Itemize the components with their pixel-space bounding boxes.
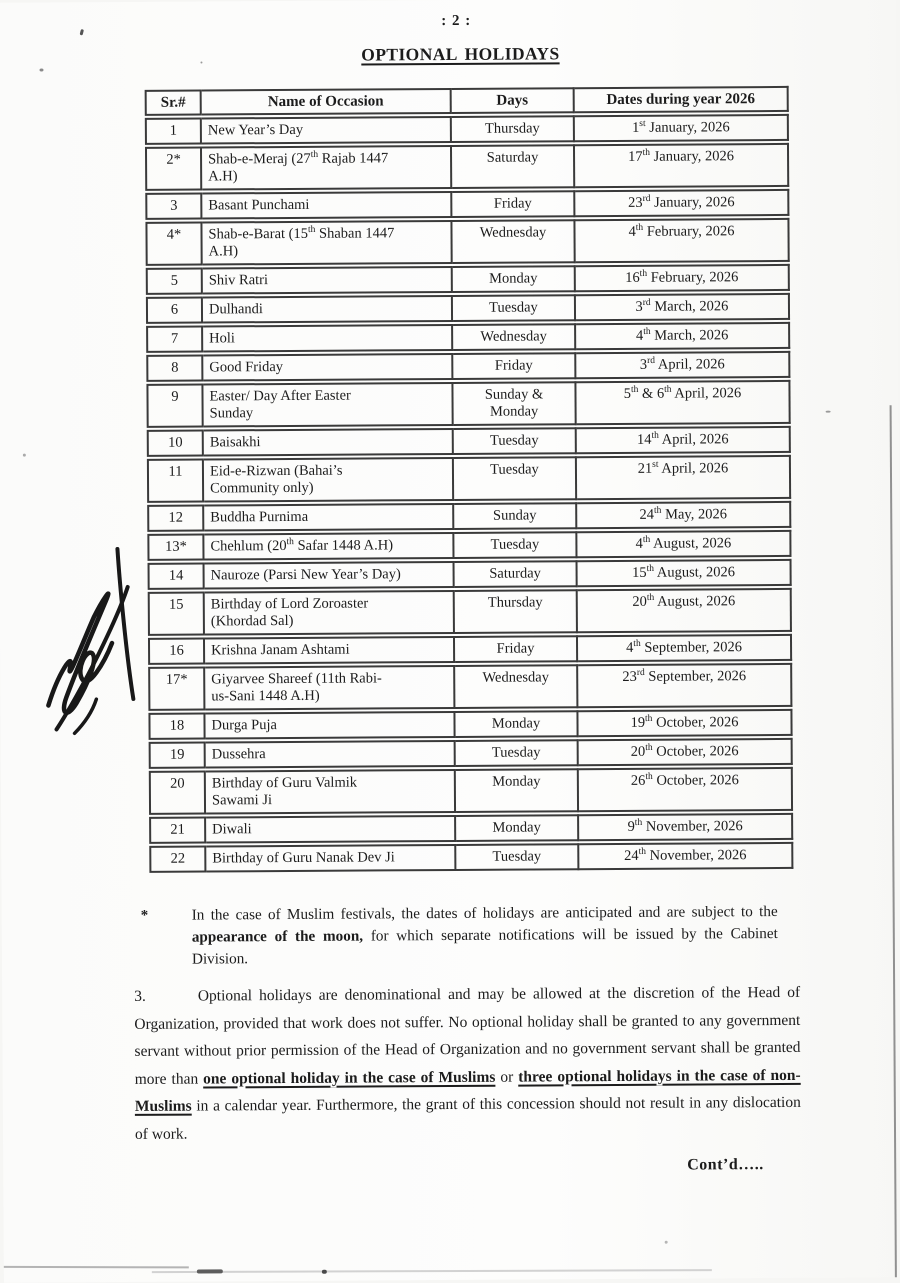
- date-cell: 4th March, 2026: [576, 322, 790, 350]
- table-row: [149, 738, 793, 769]
- sr-cell: 5: [146, 268, 203, 295]
- date-cell: 17th January, 2026: [575, 143, 789, 188]
- sr-cell: 9: [146, 384, 203, 428]
- sr-cell: 1: [145, 118, 202, 145]
- sr-cell: 8: [146, 355, 203, 382]
- table-row: [148, 663, 792, 711]
- days-cell: Monday: [456, 768, 579, 813]
- scan-speck: [826, 411, 831, 413]
- occasion-cell: Diwali: [206, 815, 456, 844]
- table-row: [146, 380, 790, 428]
- sr-cell: 7: [146, 326, 203, 353]
- date-cell: 23rd January, 2026: [575, 189, 789, 217]
- table-row: [148, 634, 792, 665]
- days-cell: Tuesday: [454, 531, 577, 559]
- occasion-cell: Shab-e-Barat (15th Shaban 1447 A.H): [202, 220, 452, 266]
- date-cell: 4th September, 2026: [578, 634, 792, 662]
- footnote-text: In the case of Muslim festivals, the dates of holidays are anticipated and are subject to the appearance of the moon, for which separate notifications will be issued by the Cabinet Division.: [192, 901, 778, 971]
- table-row: [148, 588, 792, 636]
- days-cell: Tuesday: [454, 427, 577, 455]
- days-cell: Monday: [453, 265, 576, 293]
- sr-cell: 3: [145, 193, 202, 220]
- days-cell: Tuesday: [456, 739, 579, 767]
- date-cell: 3rd March, 2026: [576, 293, 790, 321]
- sr-cell: 16: [148, 637, 205, 664]
- sr-cell: 6: [146, 297, 203, 324]
- date-cell: 5th & 6th April, 2026: [576, 380, 790, 425]
- date-cell: 4th August, 2026: [577, 530, 791, 558]
- scan-speck: [23, 454, 26, 457]
- days-cell: Saturday: [455, 560, 578, 588]
- table-row: [147, 501, 791, 532]
- occasion-cell: Baisakhi: [204, 428, 454, 457]
- table-row: [145, 218, 789, 266]
- table-row: [145, 143, 789, 191]
- sr-cell: 19: [149, 741, 206, 768]
- paragraph-3-number: 3.: [134, 988, 146, 1005]
- days-cell: Wednesday: [453, 323, 576, 351]
- occasion-cell: Easter/ Day After Easter Sunday: [203, 382, 453, 428]
- occasion-cell: Giyarvee Shareef (11th Rabi- us-Sani 1448 A.H): [205, 665, 455, 711]
- header-days: Days: [452, 87, 575, 114]
- contd-label: Cont’d…..: [687, 1156, 764, 1174]
- sr-cell: 14: [148, 562, 205, 589]
- scan-line: [4, 1266, 189, 1268]
- table-row: [147, 530, 791, 561]
- date-cell: 4th February, 2026: [575, 218, 789, 263]
- date-cell: 24th November, 2026: [579, 842, 793, 870]
- table-row: [146, 264, 790, 295]
- days-cell: Sunday: [454, 502, 577, 530]
- date-cell: 3rd April, 2026: [576, 351, 790, 379]
- table-row: [148, 559, 792, 590]
- days-cell: Wednesday: [455, 664, 578, 709]
- days-cell: Thursday: [452, 115, 575, 143]
- table-header-row: [145, 86, 789, 116]
- sr-cell: 22: [149, 845, 206, 872]
- occasion-cell: Good Friday: [203, 353, 453, 382]
- table-row: [146, 293, 790, 324]
- days-cell: Monday: [456, 814, 579, 842]
- table-row: [149, 842, 793, 873]
- header-occasion: Name of Occasion: [202, 88, 452, 116]
- days-cell: Wednesday: [452, 219, 575, 264]
- footnote-asterisk: *: [141, 908, 149, 925]
- scan-edge-line: [890, 405, 897, 1277]
- date-cell: 19th October, 2026: [578, 709, 792, 737]
- holiday-table-body: [145, 114, 794, 873]
- occasion-cell: Dussehra: [206, 740, 456, 769]
- date-cell: 15th August, 2026: [578, 559, 792, 587]
- occasion-cell: Dulhandi: [203, 295, 453, 324]
- occasion-cell: Holi: [203, 324, 453, 353]
- occasion-cell: Eid-e-Rizwan (Bahai’s Community only): [204, 457, 454, 503]
- date-cell: 21st April, 2026: [577, 455, 791, 500]
- date-cell: 14th April, 2026: [577, 426, 791, 454]
- days-cell: Tuesday: [456, 843, 579, 871]
- table-row: [146, 351, 790, 382]
- sr-cell: 13*: [147, 533, 204, 560]
- table-row: [145, 189, 789, 220]
- table-row: [149, 767, 793, 815]
- optional-holidays-table: [145, 84, 794, 875]
- occasion-cell: Chehlum (20th Safar 1448 A.H): [204, 532, 454, 561]
- occasion-cell: Shiv Ratri: [203, 266, 453, 295]
- signature-mark: [33, 543, 140, 746]
- sr-cell: 15: [148, 591, 205, 635]
- date-cell: 24th May, 2026: [577, 501, 791, 529]
- scan-speck: [80, 29, 84, 36]
- scan-speck: [665, 1241, 668, 1244]
- occasion-cell: Durga Puja: [205, 711, 455, 740]
- occasion-cell: Shab-e-Meraj (27th Rajab 1447 A.H): [202, 145, 452, 191]
- occasion-cell: Basant Punchami: [202, 191, 452, 220]
- table-row: [147, 455, 791, 503]
- occasion-cell: Buddha Purnima: [204, 503, 454, 532]
- scan-speck: [200, 62, 202, 64]
- table-row: [145, 114, 789, 145]
- date-cell: 26th October, 2026: [579, 767, 793, 812]
- sr-cell: 21: [149, 816, 206, 843]
- table-row: [148, 709, 792, 740]
- sr-cell: 4*: [145, 222, 202, 266]
- sr-cell: 10: [147, 430, 204, 457]
- days-cell: Tuesday: [454, 456, 577, 501]
- sr-cell: 2*: [145, 147, 202, 191]
- days-cell: Friday: [455, 635, 578, 663]
- days-cell: Friday: [452, 190, 575, 218]
- sr-cell: 20: [149, 770, 206, 814]
- page-number: : 2 :: [6, 10, 900, 32]
- date-cell: 1st January, 2026: [575, 114, 789, 142]
- date-cell: 23rd September, 2026: [578, 663, 792, 708]
- occasion-cell: Birthday of Guru Nanak Dev Ji: [206, 844, 456, 873]
- sr-cell: 11: [147, 459, 204, 503]
- days-cell: Thursday: [455, 589, 578, 634]
- date-cell: 16th February, 2026: [576, 264, 790, 292]
- days-cell: Tuesday: [453, 294, 576, 322]
- scan-line: [322, 1270, 327, 1274]
- days-cell: Friday: [453, 352, 576, 380]
- occasion-cell: Birthday of Lord Zoroaster (Khordad Sal): [205, 590, 455, 636]
- paragraph-3: [134, 979, 801, 1148]
- days-cell: Monday: [455, 710, 578, 738]
- occasion-cell: Krishna Janam Ashtami: [205, 636, 455, 665]
- scan-line: [197, 1269, 223, 1273]
- occasion-cell: New Year’s Day: [202, 116, 452, 145]
- table-row: [147, 426, 791, 457]
- header-sr: Sr.#: [145, 90, 202, 116]
- sr-cell: 18: [148, 712, 205, 739]
- date-cell: 20th August, 2026: [578, 588, 792, 633]
- table-row: [146, 322, 790, 353]
- days-cell: Sunday & Monday: [453, 381, 576, 426]
- scan-line: [152, 1269, 712, 1273]
- page-title: OPTIONAL HOLIDAYS: [10, 41, 900, 67]
- date-cell: 20th October, 2026: [579, 738, 793, 766]
- sr-cell: 17*: [148, 666, 205, 710]
- header-dates: Dates during year 2026: [575, 86, 789, 113]
- occasion-cell: Nauroze (Parsi New Year’s Day): [205, 561, 455, 590]
- scan-speck: [40, 68, 44, 71]
- paragraph-3-text: Optional holidays are denominational and may be allowed at the discretion of the Head of Organization, provided that work does not suffer. No optional holiday shall be granted to any government servant without prior permission of the Head of Organization and no government servant shall be granted more than one optional holiday in the case of Muslims or three optional holidays in the case of non-Muslims in a calendar year. Furthermore, the grant of this concession should not result in any dislocation of work.: [134, 984, 801, 1143]
- table-row: [149, 813, 793, 844]
- days-cell: Saturday: [452, 144, 575, 189]
- date-cell: 9th November, 2026: [579, 813, 793, 841]
- occasion-cell: Birthday of Guru Valmik Sawami Ji: [206, 769, 456, 815]
- sr-cell: 12: [147, 504, 204, 531]
